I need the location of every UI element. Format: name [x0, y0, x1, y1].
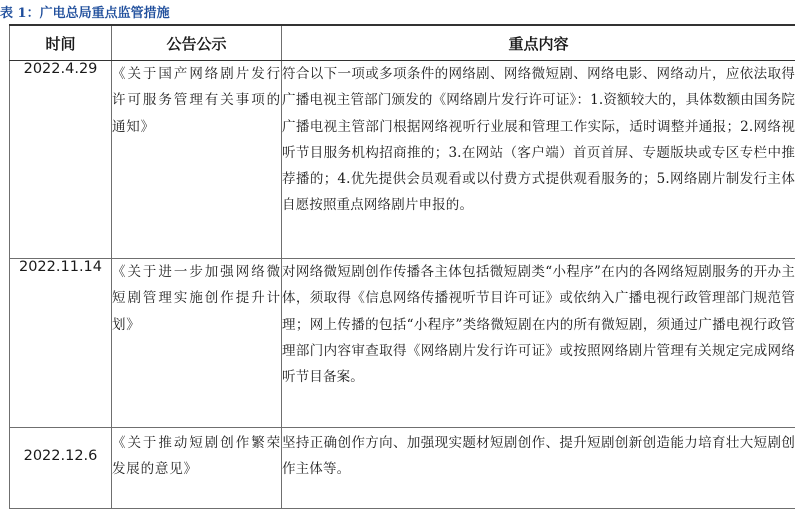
- row-content: 符合以下一项或多项条件的网络剧、网络微短剧、网络电影、网络动片，应依法取得广播电视主管部门颁发的《网络剧片发行许可证》：1.资额较大的，具体数额由国务院广播电视主管部门根据网络视听行业展和管理工作实际，适时调整并通报；2.网络视听节目服务机构招商推的；3.在网站（客户端）首页首屏、专题版块或专区专栏中推荐播的；4.优先提供会员观看或以付费方式提供观看服务的；5.网络剧片制发行主体自愿按照重点网络剧片申报的。: [282, 61, 795, 259]
- row-notice: 《关于进一步加强网络微短剧管理实施创作提升计划》: [112, 259, 282, 428]
- table-row: [10, 259, 795, 428]
- row-date: 2022.4.29: [10, 61, 112, 259]
- row-date: 2022.12.6: [10, 428, 112, 509]
- row-content: 坚持正确创作方向、加强现实题材短剧创作、提升短剧创新创造能力培育壮大短剧创作主体等。: [282, 428, 795, 509]
- table-row: [10, 61, 795, 259]
- table-header-row: [10, 25, 795, 61]
- row-notice: 《关于推动短剧创作繁荣发展的意见》: [112, 428, 282, 509]
- row-notice: 《关于国产网络剧片发行许可服务管理有关事项的通知》: [112, 61, 282, 259]
- row-date: 2022.11.14: [10, 259, 112, 428]
- header-time: 时间: [10, 25, 112, 61]
- header-notice: 公告公示: [112, 25, 282, 61]
- regulation-table: [9, 24, 795, 509]
- row-content: 对网络微短剧创作传播各主体包括微短剧类“小程序”在内的各网络短剧服务的开办主体，须取得《信息网络传播视听节目许可证》或依纳入广播电视行政管理部门规范管理；网上传播的包括“小程序”类络微短剧在内的所有微短剧，须通过广播电视行政管理部门内容审查取得《网络剧片发行许可证》或按照网络剧片管理有关规定完成网络听节目备案。: [282, 259, 795, 428]
- header-content: 重点内容: [282, 25, 795, 61]
- table-caption: 表 1：广电总局重点监管措施: [0, 5, 170, 23]
- table-row: [10, 428, 795, 509]
